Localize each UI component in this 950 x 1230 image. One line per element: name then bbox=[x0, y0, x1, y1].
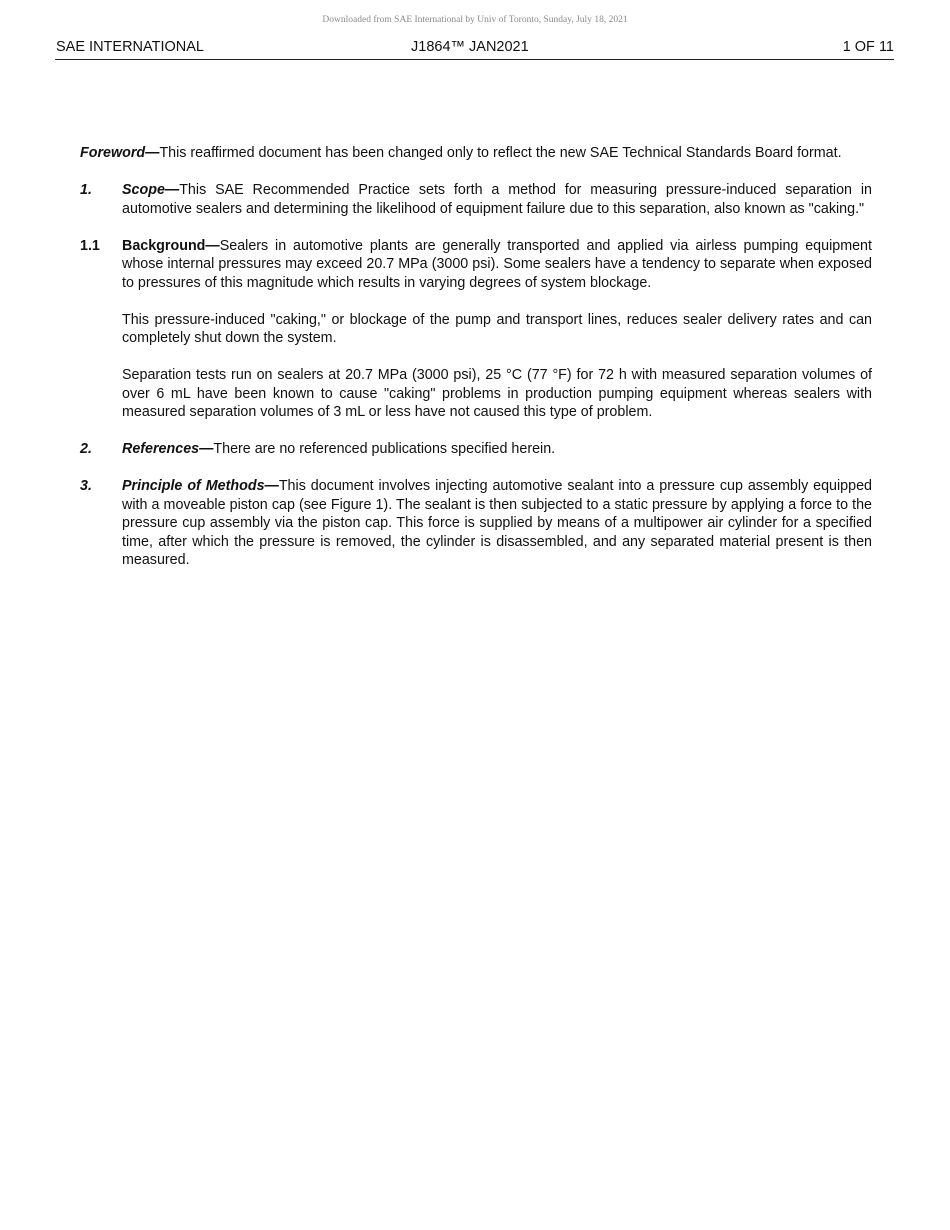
foreword-label: Foreword— bbox=[80, 145, 160, 161]
background-label: Background— bbox=[122, 237, 220, 254]
header-organization: SAE INTERNATIONAL bbox=[56, 39, 204, 55]
scope-label: Scope— bbox=[122, 182, 180, 198]
section-number: 3. bbox=[80, 478, 92, 494]
principle-paragraph bbox=[122, 477, 872, 570]
section-number: 1.1 bbox=[80, 237, 100, 254]
principle-label: Principle of Methods— bbox=[122, 478, 279, 494]
section-number: 2. bbox=[80, 441, 92, 457]
references-paragraph bbox=[122, 440, 872, 459]
background-paragraph-2: This pressure-induced "caking," or blockage of the pump and transport lines, reduces sealer delivery rates and can completely shut down the system. bbox=[122, 311, 872, 346]
references-label: References— bbox=[122, 441, 214, 457]
section-references bbox=[80, 440, 872, 459]
page-header bbox=[55, 37, 894, 60]
background-paragraph-1 bbox=[122, 237, 872, 293]
download-watermark: Downloaded from SAE International by Univ of Toronto, Sunday, July 18, 2021 bbox=[322, 15, 628, 25]
document-body bbox=[80, 144, 872, 588]
background-paragraph-3: Separation tests run on sealers at 20.7 MPa (3000 psi), 25 °C (77 °F) for 72 h with measured separation volumes of over 6 mL have been known to cause "caking" problems in production pumping equipment whereas sealers with measured separation volumes of 3 mL or less have not caused this type of problem. bbox=[122, 367, 872, 420]
section-background bbox=[80, 237, 872, 422]
principle-text: This document involves injecting automotive sealant into a pressure cup assembly equipped with a moveable piston cap (see Figure 1). The sealant is then subjected to a static pressure by applying a force to the pressure cup assembly via the piston cap. This force is supplied by means of a multipower air cylinder for a specified time, after which the pressure is removed, the cylinder is disassembled, and any separated material present is then measured. bbox=[122, 478, 872, 568]
foreword-paragraph bbox=[80, 144, 872, 163]
section-principle-of-methods bbox=[80, 477, 872, 570]
header-page-number: 1 OF 11 bbox=[842, 39, 894, 55]
header-document-id: J1864™ JAN2021 bbox=[411, 39, 529, 55]
references-text: There are no referenced publications specified herein. bbox=[213, 441, 556, 457]
scope-paragraph bbox=[122, 181, 872, 218]
foreword-text: This reaffirmed document has been changed only to reflect the new SAE Technical Standards Board format. bbox=[159, 145, 842, 161]
scope-text: This SAE Recommended Practice sets forth a method for measuring pressure-induced separation in automotive sealers and determining the likelihood of equipment failure due to this separation, also known as "caking." bbox=[122, 182, 872, 217]
section-scope bbox=[80, 181, 872, 218]
background-text: Sealers in automotive plants are generally transported and applied via airless pumping equipment whose internal pressures may exceed 20.7 MPa (3000 psi). Some sealers have a tendency to separate when exposed to pressures of this magnitude which results in varying degrees of system blockage. bbox=[122, 237, 872, 291]
section-number: 1. bbox=[80, 182, 92, 198]
